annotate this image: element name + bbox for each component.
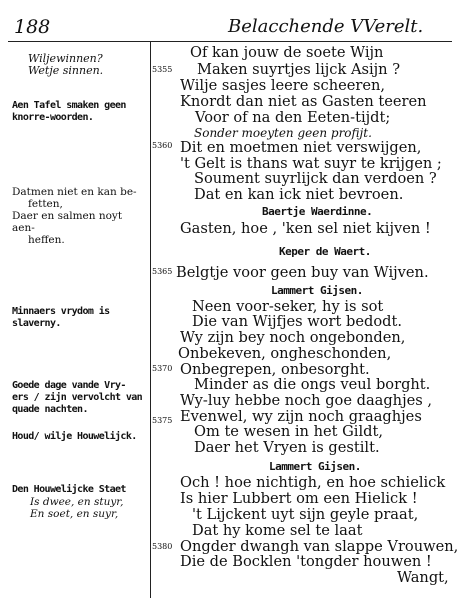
sidenote <box>12 100 148 124</box>
sidenote-line: Minnaers vrydom is <box>12 306 110 317</box>
verse-line: Ongder dwangh van slappe Vrouwen, <box>180 538 459 555</box>
sidenote-line: ers / zijn vervolcht van <box>12 392 143 403</box>
catchword: Wangt, <box>397 569 449 586</box>
verse-line: Gasten, hoe , 'ken sel niet kijven ! <box>180 220 431 237</box>
speaker-heading: Baertje Waerdinne. <box>262 205 373 218</box>
sidenote-line: quade nachten. <box>12 404 88 415</box>
verse-line: Daer het Vryen is gestilt. <box>194 439 380 456</box>
verse-line: Minder as die ongs veul borght. <box>194 376 431 393</box>
verse-line: Dat en kan ick niet bevroen. <box>194 186 404 203</box>
verse-line: Sonder moeyten geen profijt. <box>194 126 372 140</box>
verse-line: Onbekeven, ongheschonden, <box>178 345 392 362</box>
verse-line: Knordt dan niet as Gasten teeren <box>180 93 427 110</box>
line-number: 5380 <box>152 542 173 551</box>
verse-line: Of kan jouw de soete Wijn <box>190 44 384 61</box>
sidenote <box>12 484 148 520</box>
verse-line: Onbegrepen, onbesorght. <box>180 361 370 378</box>
verse-line: 't Lijckent uyt sijn geyle praat, <box>192 506 419 523</box>
verse-line: Neen voor-seker, hy is sot <box>192 298 384 315</box>
verse-line: Om te wesen in het Gildt, <box>194 423 383 440</box>
speaker-heading: Keper de Waert. <box>279 245 371 258</box>
line-number: 5370 <box>152 364 173 373</box>
verse-line: 't Gelt is thans wat suyr te krijgen ; <box>180 155 442 172</box>
sidenote-line: fetten, <box>28 198 63 210</box>
sidenote-line: Goede dage vande Vry- <box>12 380 126 391</box>
sidenote-line: Daer en salmen noyt aen- <box>12 210 123 234</box>
line-number: 5375 <box>152 416 173 425</box>
header-rule <box>8 41 452 42</box>
verse-line: Die de Bocklen 'tongder houwen ! <box>180 553 432 570</box>
sidenote-line: heffen. <box>28 234 65 246</box>
sidenote-line: Datmen niet en kan be- <box>12 186 137 198</box>
sidenote <box>12 306 148 330</box>
verse-line: Voor of na den Eeten-tijdt; <box>195 109 391 126</box>
sidenote-line: En soet, en suyr, <box>30 508 119 520</box>
verse-line: Wilje sasjes leere scheeren, <box>180 77 386 94</box>
verse-line: Belgtje voor geen buy van Wijven. <box>176 264 429 281</box>
verse-line: Dat hy kome sel te laat <box>192 522 363 539</box>
sidenote-line: Is dwee, en stuyr, <box>30 496 124 508</box>
running-title: Belacchende VVerelt. <box>228 16 424 37</box>
sidenote-line: slaverny. <box>12 318 61 329</box>
verse-line: Dit en moetmen niet verswijgen, <box>180 139 422 156</box>
line-number: 5355 <box>152 65 173 74</box>
speaker-heading: Lammert Gijsen. <box>269 460 361 473</box>
verse-line: Wy zijn bey noch ongebonden, <box>180 329 406 346</box>
sidenote <box>12 186 148 246</box>
sidenote <box>12 431 148 443</box>
sidenote-line: Houd/ wilje Houwelijck. <box>12 431 137 442</box>
line-number: 5365 <box>152 267 173 276</box>
sidenote <box>28 53 164 77</box>
sidenote-line: Wiljewinnen? <box>28 52 103 65</box>
sidenote-line: Wetje sinnen. <box>28 64 104 77</box>
verse-line: Wy-luy hebbe noch goe daaghjes , <box>180 392 433 409</box>
verse-line: Die van Wijfjes wort bedodt. <box>192 313 402 330</box>
speaker-heading: Lammert Gijsen. <box>271 284 363 297</box>
margin-rule <box>150 42 151 598</box>
verse-line: Soument suyrlijck dan verdoen ? <box>194 170 437 187</box>
verse-line: Evenwel, wy zijn noch graaghjes <box>180 408 422 425</box>
sidenote <box>12 380 148 416</box>
sidenote-line: knorre-woorden. <box>12 112 94 123</box>
verse-line: Maken suyrtjes lijck Asijn ? <box>197 61 401 78</box>
sidenote-line: Den Houwelijcke Staet <box>12 484 126 495</box>
sidenote-line: Aen Tafel smaken geen <box>12 100 126 111</box>
line-number: 5360 <box>152 141 173 150</box>
verse-line: Och ! hoe nichtigh, en hoe schielick <box>180 474 446 491</box>
page-number: 188 <box>14 16 51 38</box>
verse-line: Is hier Lubbert om een Hielick ! <box>180 490 418 507</box>
